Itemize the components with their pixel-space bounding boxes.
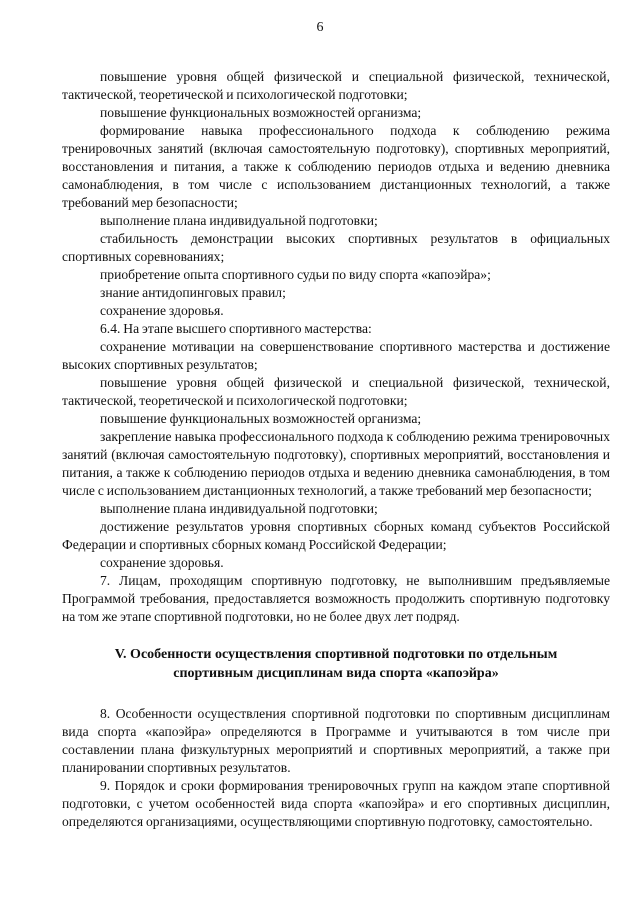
paragraph: формирование навыка профессионального подхода к соблюдению режима тренировочных занятий (включая самостоятельную подготовку), спортивных мероприятий, восстановления и питания, а также к соблюдению периодов отдыха и ведению дневника самонаблюдения, в том числе с использованием дистанционных технологий, а также требований мер безопасности; bbox=[62, 123, 610, 210]
paragraph: 7. Лицам, проходящим спортивную подготовку, не выполнившим предъявляемые Программой требования, предоставляется возможность продолжить спортивную подготовку на том же этапе спортивной подготовки, но не более двух лет подряд. bbox=[62, 573, 610, 624]
paragraph: выполнение плана индивидуальной подготовки; bbox=[100, 501, 378, 516]
paragraph: 8. Особенности осуществления спортивной подготовки по спортивным дисциплинам вида спорта «капоэйра» определяются в Программе и учитываются в том числе при составлении плана физкультурных мероприятий и спортивных мероприятий, а также при планировании спортивных результатов. bbox=[62, 706, 610, 775]
section-heading: V. Особенности осуществления спортивной подготовки по отдельным спортивным дисциплинам вида спорта «капоэйра» bbox=[114, 647, 558, 681]
paragraph: повышение функциональных возможностей организма; bbox=[100, 105, 422, 120]
subsection-heading: 6.4. На этапе высшего спортивного мастерства: bbox=[100, 321, 372, 336]
paragraph: сохранение здоровья. bbox=[100, 303, 224, 318]
paragraph: закрепление навыка профессионального подхода к соблюдению режима тренировочных занятий (включая самостоятельную подготовку), спортивных мероприятий, восстановления и питания, а также к соблюдению периодов отдыха и ведению дневника самонаблюдения, в том числе с использованием дистанционных технологий, а также требований мер безопасности; bbox=[62, 429, 610, 498]
paragraph: достижение результатов уровня спортивных сборных команд субъектов Российской Федерации и спортивных сборных команд Российской Федерации; bbox=[62, 519, 610, 552]
paragraph: приобретение опыта спортивного судьи по виду спорта «капоэйра»; bbox=[100, 267, 491, 282]
paragraph: повышение функциональных возможностей организма; bbox=[100, 411, 422, 426]
paragraph: сохранение мотивации на совершенствование спортивного мастерства и достижение высоких спортивных результатов; bbox=[62, 339, 610, 372]
paragraph: повышение уровня общей физической и специальной физической, технической, тактической, теоретической и психологической подготовки; bbox=[62, 375, 610, 408]
paragraph: 9. Порядок и сроки формирования тренировочных групп на каждом этапе спортивной подготовки, с учетом особенностей вида спорта «капоэйра» и его спортивных дисциплин, определяются организациями, осуществляющими спортивную подготовку, самостоятельно. bbox=[62, 778, 610, 829]
paragraph: стабильность демонстрации высоких спортивных результатов в официальных спортивных соревнованиях; bbox=[62, 231, 610, 264]
paragraph: знание антидопинговых правил; bbox=[100, 285, 286, 300]
paragraph: выполнение плана индивидуальной подготовки; bbox=[100, 213, 378, 228]
page-number: 6 bbox=[316, 20, 324, 35]
paragraph: сохранение здоровья. bbox=[100, 555, 224, 570]
paragraph: повышение уровня общей физической и специальной физической, технической, тактической, теоретической и психологической подготовки; bbox=[62, 69, 610, 102]
document-body bbox=[62, 68, 610, 831]
